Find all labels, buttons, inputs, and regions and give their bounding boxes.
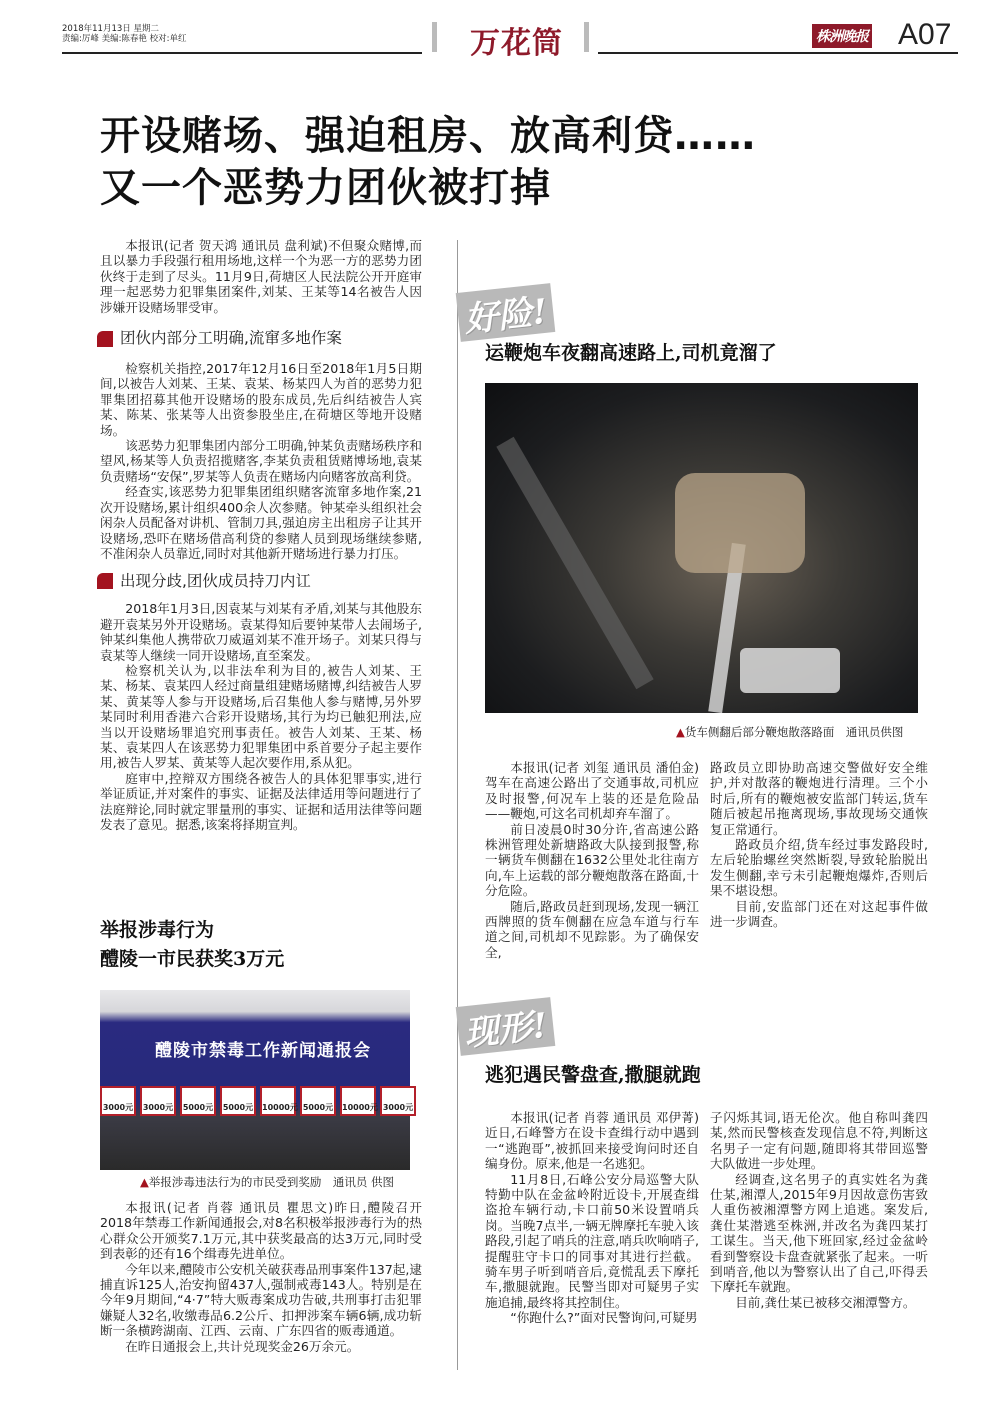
photo-banner-text: 醴陵市禁毒工作新闻通报会 xyxy=(155,1041,371,1061)
paragraph: 目前,龚仕某已被移交湘潭警方。 xyxy=(735,1294,916,1310)
paragraph: 随后,路政员赶到现场,发现一辆江西牌照的货车侧翻在应急车道与行车道之间,司机却不见踪影。为了确保安全, xyxy=(485,898,699,960)
issue-meta xyxy=(62,24,187,44)
award-board: 5000元 xyxy=(220,1086,256,1116)
triangle-icon: ▲ xyxy=(676,725,685,739)
subhead-marker-icon xyxy=(97,331,113,347)
paragraph: 本报讯(记者 肖蓉 通讯员 瞿思文)昨日,醴陵召开2018年禁毒工作新闻通报会,对8名积极举报涉毒行为的热心群众公开颁奖7.1万元,其中获奖最高的达3万元,同时受到表彰的还有16个缉毒先进单位。 xyxy=(100,1200,422,1262)
fugitive-title: 逃犯遇民警盘查,撒腿就跑 xyxy=(485,1064,701,1086)
award-board: 5000元 xyxy=(180,1086,216,1116)
caption-text: 货车侧翻后部分鞭炮散落路面 通讯员供图 xyxy=(684,725,904,739)
main-article xyxy=(100,238,422,832)
page-number: A07 xyxy=(898,18,952,51)
section-title: 万花筒 xyxy=(470,26,563,61)
paragraph: 本报讯(记者 肖蓉 通讯员 邓伊菁)近日,石峰警方在设卡查缉行动中遇到一“逃跑哥”,被抓回来接受询问时还自编身份。原来,他是一名逃犯。 xyxy=(485,1110,699,1172)
paragraph-continued: 子闪烁其词,语无伦次。他自称叫龚四某,然而民警核查发现信息不符,判断这名男子一定有问题,随即将其带回巡警大队做进一步处理。 xyxy=(710,1110,928,1172)
guardrail xyxy=(496,437,653,689)
award-board: 10000元 xyxy=(340,1086,376,1116)
truck-col-1 xyxy=(485,760,699,960)
caption-text: 举报涉毒违法行为的市民受到奖励 通讯员 供图 xyxy=(148,1175,395,1189)
subhead-2 xyxy=(97,573,422,589)
subhead-1 xyxy=(97,331,422,347)
editors: 责编:厉峰 美编:陈春艳 校对:单红 xyxy=(62,34,187,44)
paragraph-continued: 路政员立即协助高速交警做好安全维护,并对散落的鞭炮进行清理。三个小时后,所有的鞭炮被安监部门转运,货车随后被起吊拖离现场,事故现场交通恢复正常通行。 xyxy=(710,760,928,837)
fireworks-cargo xyxy=(675,473,805,573)
issue-date: 2018年11月13日 星期二 xyxy=(62,24,159,34)
headline-line-2: 又一个恶势力团伙被打掉 xyxy=(100,165,551,211)
paragraph: 目前,安监部门还在对这起事件做进一步调查。 xyxy=(710,898,928,930)
header-divider xyxy=(432,22,437,52)
triangle-icon: ▲ xyxy=(140,1175,149,1189)
paragraph: 检察机关指控,2017年12月16日至2018年1月5日期间,以被告人刘某、王某、袁某、杨某四人为首的恶势力犯罪集团招募其他开设赌场的股东成员,先后纠结被告人宾某、陈某、张某等人出资参股坐庄,在荷塘区等地开设赌场。 xyxy=(100,361,422,438)
column-divider xyxy=(457,240,458,1370)
drug-title-1: 举报涉毒行为 xyxy=(100,919,215,941)
headline-line-1: 开设赌场、强迫租房、放高利贷…… xyxy=(100,113,756,159)
paragraph: 本报讯(记者 刘玺 通讯员 潘伯金)驾车在高速公路出了交通事故,司机应及时报警,何况车上装的还是危险品——鞭炮,可这名司机却弃车溜了。 xyxy=(485,760,699,822)
paragraph: 经调查,这名男子的真实姓名为龚仕某,湘潭人,2015年9月因故意伤害致人重伤被湘潭警方网上追逃。案发后,龚仕某潜逃至株洲,并改名为龚四某打工谋生。当天,他下班回家,经过金盆岭看到警察设卡盘查就紧张了起来。一听到哨音,他以为警察认出了自己,吓得丢下摩托车就跑。 xyxy=(710,1171,928,1295)
paragraph: 今年以来,醴陵市公安机关破获毒品刑事案件137起,逮捕直诉125人,治安拘留437人,强制戒毒143人。特别是在今年9月期间,“4·7”特大贩毒案成功告破,共刑事打击犯罪嫌疑人32名,收缴毒品6.2公斤、扣押涉案车辆6辆,成功斩断一条横跨湖南、江西、云南、广东四省的贩毒通道。 xyxy=(100,1261,422,1339)
award-photo xyxy=(100,990,414,1170)
award-board: 3000元 xyxy=(100,1086,136,1116)
paragraph: 经查实,该恶势力犯罪集团组织赌客流窜多地作案,21次开设赌场,累计组织400余人次参赌。钟某牵头组织社会闲杂人员配备对讲机、管制刀具,强迫房主出租房子让其开设赌场,恐吓在赌场借高利贷的参赌人员到现场继续参赌,不准闲杂人员靠近,同时对其他新开赌场进行暴力打压。 xyxy=(100,484,422,561)
paragraph: 庭审中,控辩双方围绕各被告人的具体犯罪事实,进行举证质证,并对案件的事实、证据及法律适用等问题进行了法庭辩论,同时就定罪量刑的事实、证据和适用法律等问题发表了意见。据悉,该案将择期宣判。 xyxy=(100,770,422,832)
tag-haoxian: 好险! xyxy=(456,283,556,342)
award-board: 10000元 xyxy=(260,1086,296,1116)
award-board: 3000元 xyxy=(140,1086,176,1116)
newspaper-logo: 株洲晚报 xyxy=(812,24,872,48)
truck-col-2 xyxy=(710,760,928,929)
paragraph: 检察机关认为,以非法牟利为目的,被告人刘某、王某、杨某、袁某四人经过商量组建赌场赌博,纠结被告人罗某、黄某等人参与开设赌场,后召集他人参与赌博,另外罗某同时利用香港六合彩开设赌场,其行为均已触犯刑法,应当以开设赌场罪追究刑事责任。被告人刘某、王某、杨某、袁某四人在该恶势力犯罪集团中系首要分子起主要作用,被告人罗某、黄某等人起次要作用,系从犯。 xyxy=(100,662,422,771)
subhead-text: 团伙内部分工明确,流窜多地作案 xyxy=(120,329,342,348)
header-rule-left xyxy=(62,52,422,54)
header-rule-right xyxy=(598,52,958,54)
intro-paragraph: 本报讯(记者 贺天鸿 通讯员 盘利斌)不但聚众赌博,而且以暴力手段强行租用场地,这样一个为恶一方的恶势力团伙终于走到了尽头。11月9日,荷塘区人民法院公开开庭审理一起恶势力犯罪集团案件,刘某、王某等14名被告人因涉嫌开设赌场罪受审。 xyxy=(100,238,422,315)
paragraph: 11月8日,石峰公安分局巡警大队特勤中队在金盆岭附近设卡,开展查缉盗抢车辆行动,卡口前50米设置哨兵岗。当晚7点半,一辆无牌摩托车驶入该路段,引起了哨兵的注意,哨兵吹响哨子,提醒驻守卡口的同事对其进行拦截。骑车男子听到哨音后,竟慌乱丢下摩托车,撒腿就跑。民警当即对可疑男子实施追捕,最终将其控制住。 xyxy=(485,1171,699,1310)
subhead-text: 出现分歧,团伙成员持刀内讧 xyxy=(120,571,311,590)
award-board: 5000元 xyxy=(300,1086,336,1116)
tarp xyxy=(740,648,840,693)
paragraph: 在昨日通报会上,共计兑现奖金26万余元。 xyxy=(125,1338,360,1354)
subhead-marker-icon xyxy=(97,573,113,589)
fugitive-col-2 xyxy=(710,1110,928,1310)
drug-title-2: 醴陵一市民获奖3万元 xyxy=(100,948,285,970)
drug-article xyxy=(100,1200,422,1354)
paragraph: 路政员介绍,货车经过事发路段时,左后轮胎螺丝突然断裂,导致轮胎脱出发生侧翻,幸亏未引起鞭炮爆炸,否则后果不堪设想。 xyxy=(710,837,928,899)
paragraph: 前日凌晨0时30分许,省高速公路株洲管理处新塘路政大队接到报警,称一辆货车侧翻在1632公里处北往南方向,车上运载的部分鞭炮散落在路面,十分危险。 xyxy=(485,821,699,899)
truck-accident-photo xyxy=(485,383,918,713)
fugitive-col-1 xyxy=(485,1110,699,1326)
tag-xianxing: 现形! xyxy=(456,997,556,1056)
paragraph: 2018年1月3日,因袁某与刘某有矛盾,刘某与其他股东避开袁某另外开设赌场。袁某得知后要钟某带人去闹场子,钟某纠集他人携带砍刀威逼刘某不准开场子。刘某只得与袁某等人继续一同开设赌场,直至案发。 xyxy=(100,601,422,663)
truck-photo-caption xyxy=(676,724,903,740)
paragraph: “你跑什么?”面对民警询问,可疑男 xyxy=(510,1310,698,1326)
award-board: 3000元 xyxy=(380,1086,416,1116)
paragraph: 该恶势力犯罪集团内部分工明确,钟某负责赌场秩序和望风,杨某等人负责招揽赌客,李某负责租赁赌博场地,袁某负责赌场“安保”,罗某等人负责在赌场内向赌客放高利贷。 xyxy=(100,438,422,484)
award-boards xyxy=(100,1086,416,1116)
header-divider xyxy=(584,22,589,52)
truck-title: 运鞭炮车夜翻高速路上,司机竟溜了 xyxy=(485,342,777,364)
drug-photo-caption xyxy=(140,1174,394,1190)
